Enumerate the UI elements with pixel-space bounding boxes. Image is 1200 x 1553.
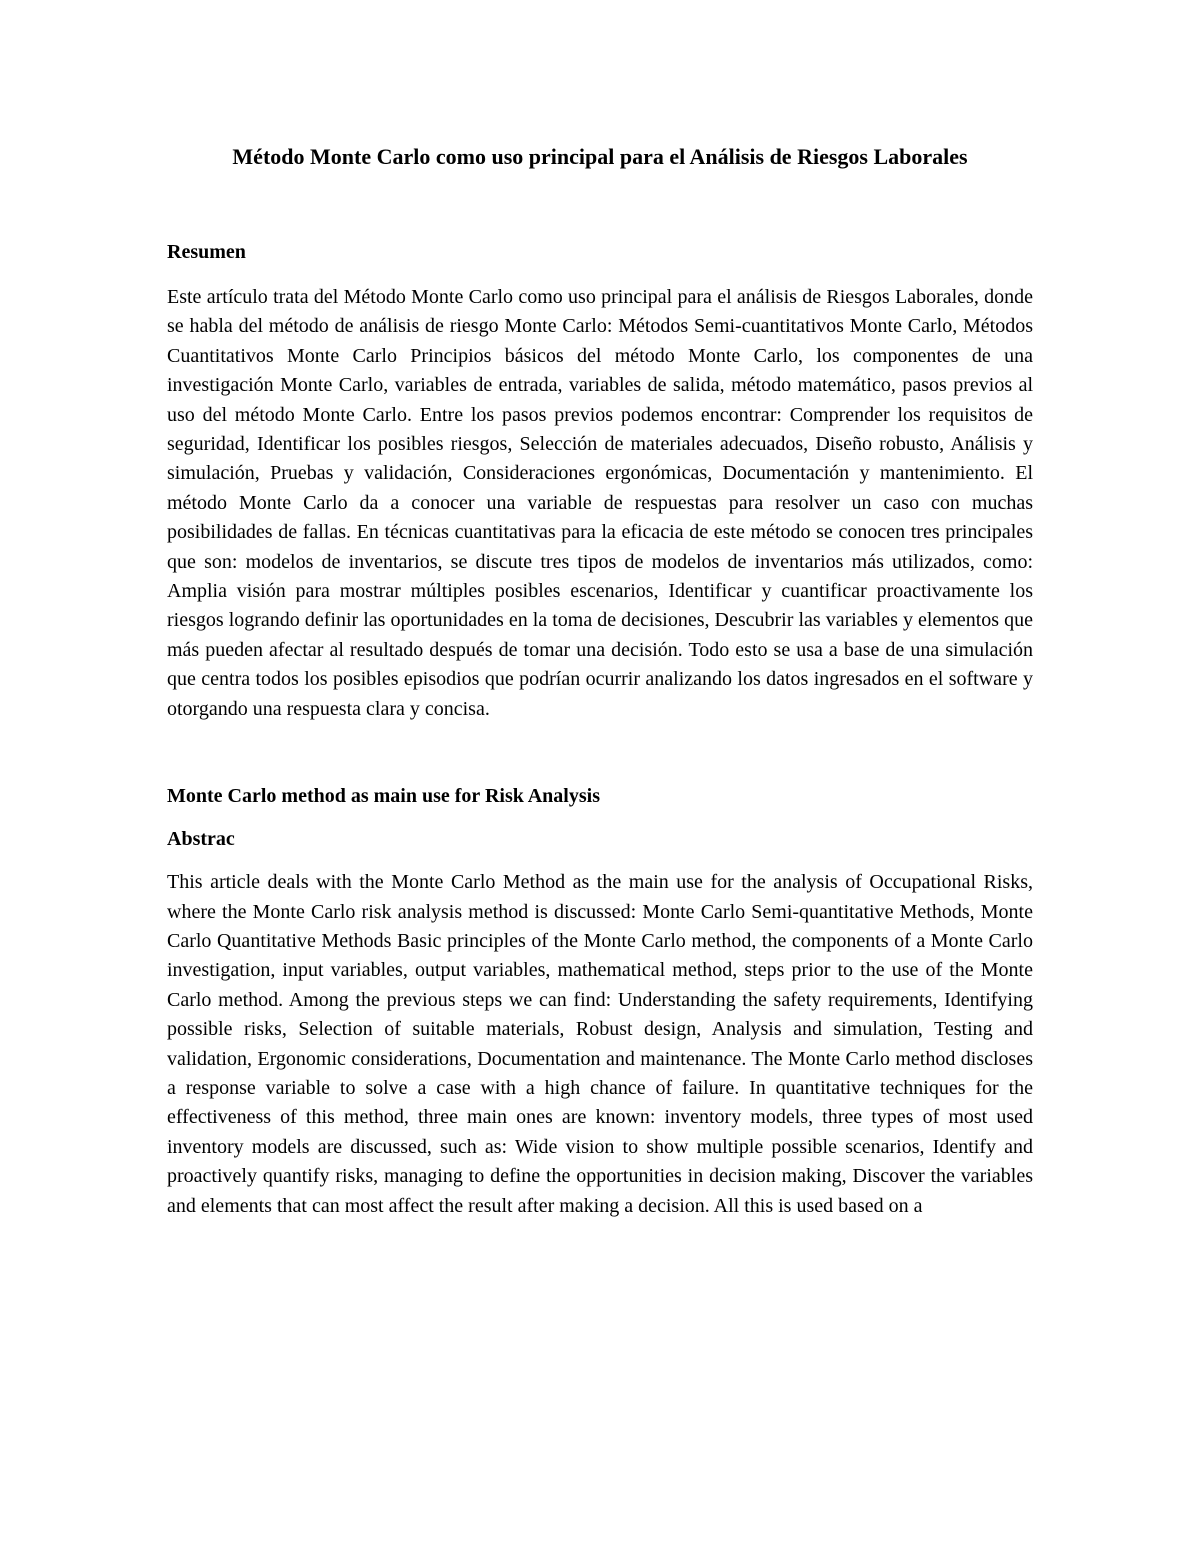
document-content [167, 138, 1033, 1221]
resumen-paragraph: Este artículo trata del Método Monte Carlo como uso principal para el análisis de Riesgos Laborales, donde se habla del método de análisis de riesgo Monte Carlo: Métodos Semi-cuantitativos Monte Carlo, Métodos Cuantitativos Monte Carlo Principios básicos del método Monte Carlo, los componentes de una investigación Monte Carlo, variables de entrada, variables de salida, método matemático, pasos previos al uso del método Monte Carlo. Entre los pasos previos podemos encontrar: Comprender los requisitos de seguridad, Identificar los posibles riesgos, Selección de materiales adecuados, Diseño robusto, Análisis y simulación, Pruebas y validación, Consideraciones ergonómicas, Documentación y mantenimiento. El método Monte Carlo da a conocer una variable de respuestas para resolver un caso con muchas posibilidades de fallas. En técnicas cuantitativas para la eficacia de este método se conocen tres principales que son: modelos de inventarios, se discute tres tipos de modelos de inventarios más utilizados, como: Amplia visión para mostrar múltiples posibles escenarios, Identificar y cuantificar proactivamente los riesgos logrando definir las oportunidades en la toma de decisiones, Descubrir las variables y elementos que más pueden afectar al resultado después de tomar una decisión. Todo esto se usa a base de una simulación que centra todos los posibles episodios que podrían ocurrir analizando los datos ingresados en el software y otorgando una respuesta clara y concisa. [167, 286, 1033, 720]
abstract-paragraph: This article deals with the Monte Carlo Method as the main use for the analysis of Occupational Risks, where the Monte Carlo risk analysis method is discussed: Monte Carlo Semi-quantitative Methods, Monte Carlo Quantitative Methods Basic principles of the Monte Carlo method, the components of a Monte Carlo investigation, input variables, output variables, mathematical method, steps prior to the use of the Monte Carlo method. Among the previous steps we can find: Understanding the safety requirements, Identifying possible risks, Selection of suitable materials, Robust design, Analysis and simulation, Testing and validation, Ergonomic considerations, Documentation and maintenance. The Monte Carlo method discloses a response variable to solve a case with a high chance of failure. In quantitative techniques for the effectiveness of this method, three main ones are known: inventory models, three types of most used inventory models are discussed, such as: Wide vision to show multiple possible scenarios, Identify and proactively quantify risks, managing to define the opportunities in decision making, Discover the variables and elements that can most affect the result after making a decision. All this is used based on a [167, 871, 1033, 1217]
english-title: Monte Carlo method as main use for Risk Analysis [167, 785, 600, 808]
abstract-heading: Abstrac [167, 828, 235, 851]
resumen-heading: Resumen [167, 241, 246, 263]
document-title: Método Monte Carlo como uso principal para el Análisis de Riesgos Laborales [232, 144, 968, 169]
